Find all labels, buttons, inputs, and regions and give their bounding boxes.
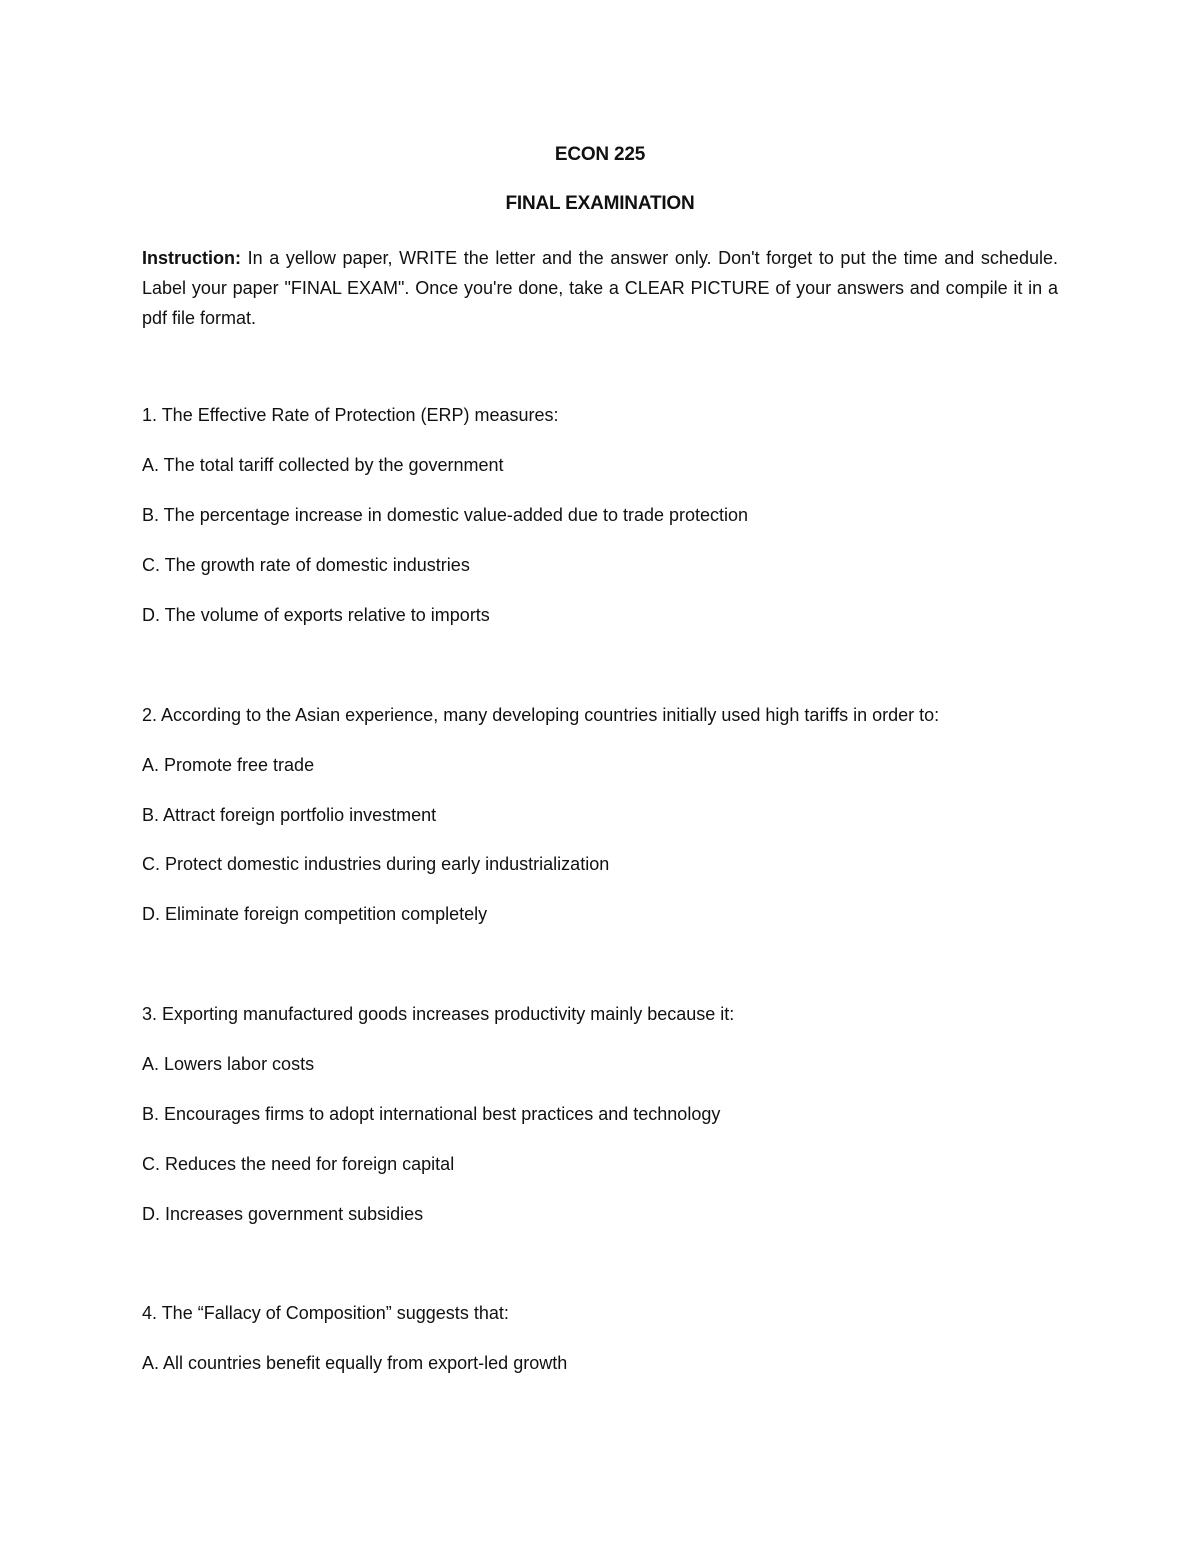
- instruction-text: In a yellow paper, WRITE the letter and the answer only. Don't forget to put the time and schedule. Label your paper "FINAL EXAM". Once you're done, take a CLEAR PICTURE of your answers and compile it in a pdf file format.: [142, 248, 1058, 328]
- question-3-option-d: D. Increases government subsidies: [142, 1204, 424, 1224]
- question-2-option-c: C. Protect domestic industries during early industrialization: [142, 854, 610, 874]
- instruction-label: Instruction:: [142, 248, 241, 268]
- question-4-option-a: A. All countries benefit equally from export-led growth: [142, 1353, 568, 1373]
- question-2-option-a: A. Promote free trade: [142, 755, 315, 775]
- course-code: ECON 225: [554, 144, 646, 165]
- question-1-option-b: B. The percentage increase in domestic value-added due to trade protection: [142, 505, 749, 525]
- question-2-option-b: B. Attract foreign portfolio investment: [142, 805, 437, 825]
- question-3-option-c: C. Reduces the need for foreign capital: [142, 1154, 455, 1174]
- question-4: 4. The “Fallacy of Composition” suggests that:: [142, 1303, 509, 1323]
- question-2-option-d: D. Eliminate foreign competition completely: [142, 904, 488, 924]
- exam-title: FINAL EXAMINATION: [505, 193, 695, 214]
- question-2: 2. According to the Asian experience, many developing countries initially used high tariffs in order to:: [142, 705, 940, 725]
- question-1-option-c: C. The growth rate of domestic industries: [142, 555, 470, 575]
- question-1: 1. The Effective Rate of Protection (ERP) measures:: [142, 405, 559, 425]
- question-3-option-a: A. Lowers labor costs: [142, 1054, 315, 1074]
- question-1-option-a: A. The total tariff collected by the government: [142, 455, 504, 475]
- question-3-option-b: B. Encourages firms to adopt international best practices and technology: [142, 1104, 721, 1124]
- instruction-paragraph: [142, 243, 1058, 333]
- question-1-option-d: D. The volume of exports relative to imports: [142, 605, 490, 625]
- question-3: 3. Exporting manufactured goods increases productivity mainly because it:: [142, 1004, 735, 1024]
